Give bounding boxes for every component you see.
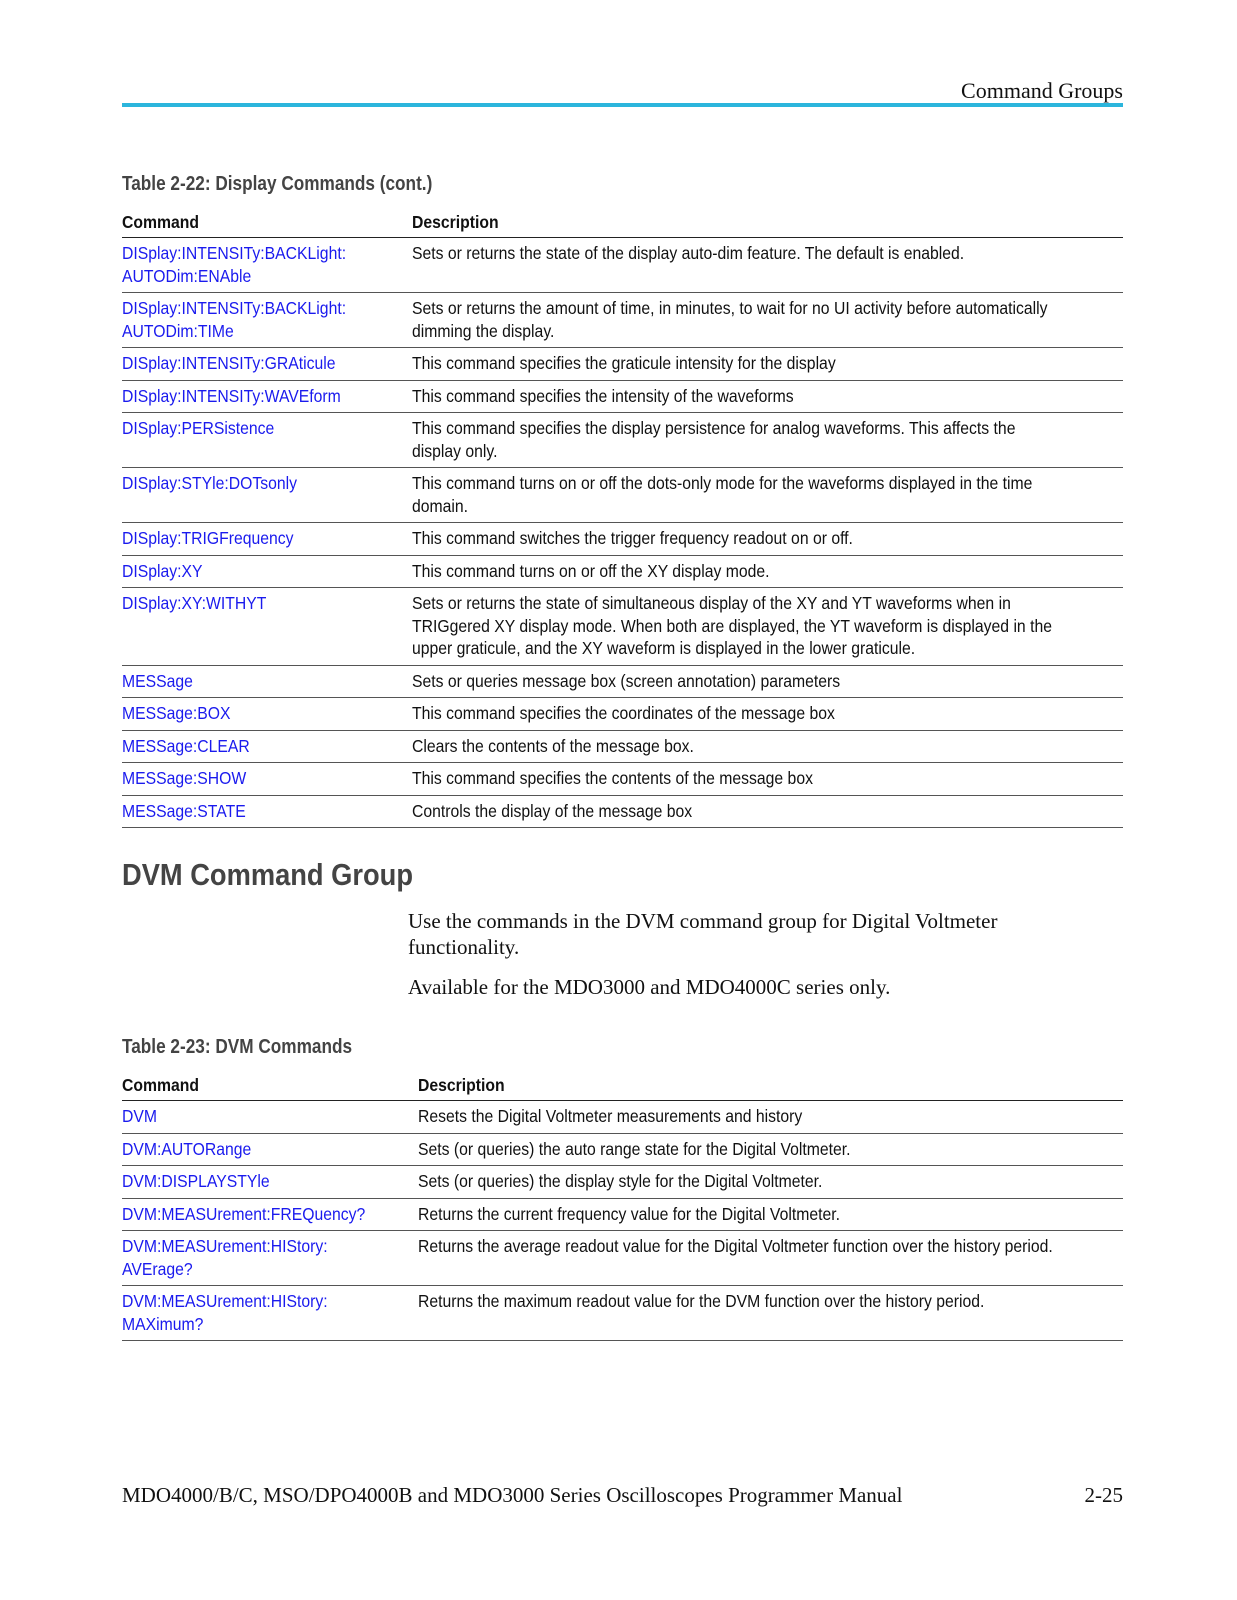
description-text — [418, 1203, 840, 1226]
command-link-line: AVErage? — [122, 1258, 193, 1279]
command-link-line: AUTODim:ENAble — [122, 265, 252, 286]
command-link[interactable] — [122, 800, 246, 823]
description-cell — [412, 380, 1123, 413]
description-cell — [412, 588, 1123, 666]
table-row — [122, 523, 1123, 556]
description-line: Controls the display of the message box — [411, 800, 693, 821]
table-row — [122, 698, 1123, 731]
description-line: Sets or queries message box (screen annotation) parameters — [411, 670, 841, 691]
description-text — [418, 1170, 822, 1193]
command-link[interactable] — [122, 527, 294, 550]
command-link-line: AUTODim:TIMe — [122, 320, 234, 341]
table-row — [122, 588, 1123, 666]
command-link[interactable] — [122, 385, 341, 408]
description-cell — [412, 468, 1123, 523]
command-cell — [122, 348, 412, 381]
description-cell — [412, 730, 1123, 763]
table-row — [122, 293, 1123, 348]
table-row — [122, 413, 1123, 468]
description-line: Returns the average readout value for the Digital Voltmeter function over the history period. — [417, 1236, 1053, 1256]
description-cell — [418, 1101, 1123, 1134]
command-link-line: DVM:MEASUrement:FREQuency? — [122, 1203, 366, 1224]
description-cell — [412, 523, 1123, 556]
description-text — [412, 670, 840, 693]
command-link-line: MESSage — [122, 670, 193, 691]
description-cell — [418, 1231, 1123, 1286]
description-cell — [412, 413, 1123, 468]
table-row — [122, 1101, 1123, 1134]
command-link-line: DVM:MEASUrement:HIStory: — [122, 1236, 328, 1256]
command-cell — [122, 413, 412, 468]
command-link-line: MESSage:CLEAR — [122, 735, 250, 756]
command-cell — [122, 588, 412, 666]
description-text — [412, 702, 835, 725]
command-cell — [122, 1101, 418, 1134]
description-line: dimming the display. — [411, 320, 555, 341]
description-line: Resets the Digital Voltmeter measurements and history — [417, 1106, 803, 1126]
description-line: Sets or returns the state of the display auto-dim feature. The default is enabled. — [411, 243, 965, 263]
table-row — [122, 555, 1123, 588]
command-link[interactable] — [122, 472, 297, 495]
table-row — [122, 1133, 1123, 1166]
command-link[interactable] — [122, 1290, 328, 1335]
description-line: This command specifies the display persistence for analog waveforms. This affects the — [411, 418, 1016, 438]
command-link[interactable] — [122, 242, 346, 287]
command-link-line: DISplay:XY — [122, 560, 203, 581]
command-link-line: DISplay:INTENSITy:BACKLight: — [122, 298, 347, 318]
description-line: This command turns on or off the dots-only mode for the waveforms displayed in the time — [411, 473, 1033, 493]
table-row — [122, 730, 1123, 763]
command-link-line: DISplay:INTENSITy:GRAticule — [122, 353, 336, 373]
description-line: TRIGgered XY display mode. When both are displayed, the YT waveform is displayed in the — [411, 615, 1052, 636]
command-link[interactable] — [122, 297, 346, 342]
command-link[interactable] — [122, 592, 266, 615]
description-text — [412, 297, 1048, 342]
description-line: This command turns on or off the XY display mode. — [411, 560, 770, 581]
command-cell — [122, 1198, 418, 1231]
description-line: This command specifies the graticule intensity for the display — [411, 353, 836, 373]
description-text — [412, 767, 813, 790]
description-cell — [418, 1198, 1123, 1231]
description-line: Sets or returns the amount of time, in minutes, to wait for no UI activity before automatically — [411, 298, 1048, 318]
description-text — [412, 735, 694, 758]
column-header-command: Command — [122, 1075, 418, 1101]
header-rule — [122, 103, 1123, 107]
description-text — [412, 527, 853, 550]
dvm-commands-table — [122, 1075, 1123, 1341]
table-row — [122, 795, 1123, 828]
description-text — [412, 385, 794, 408]
command-link[interactable] — [122, 1235, 328, 1280]
description-line: Sets (or queries) the auto range state for the Digital Voltmeter. — [417, 1138, 851, 1159]
command-link-line: MESSage:STATE — [122, 800, 246, 821]
column-header-description: Description — [418, 1075, 1123, 1101]
column-header-description: Description — [412, 212, 1123, 238]
command-cell — [122, 665, 412, 698]
table-row — [122, 380, 1123, 413]
table-header-row — [122, 1075, 1123, 1101]
description-cell — [418, 1133, 1123, 1166]
command-cell — [122, 1166, 418, 1199]
command-link[interactable] — [122, 1105, 157, 1128]
section-heading: DVM Command Group — [122, 857, 413, 892]
description-text — [412, 242, 964, 265]
command-link-line: DISplay:XY:WITHYT — [122, 593, 267, 613]
command-link-line: DISplay:TRIGFrequency — [122, 528, 294, 548]
description-text — [418, 1290, 984, 1313]
description-cell — [412, 348, 1123, 381]
section-paragraph-intro: Use the commands in the DVM command group for Digital Voltmeter functionality. — [408, 909, 998, 959]
table-row — [122, 348, 1123, 381]
table-row — [122, 1198, 1123, 1231]
display-commands-table — [122, 212, 1123, 828]
command-link[interactable] — [122, 1170, 270, 1193]
description-cell — [412, 698, 1123, 731]
section-paragraph-availability: Available for the MDO3000 and MDO4000C series only. — [408, 975, 891, 999]
description-cell — [418, 1166, 1123, 1199]
description-line: upper graticule, and the XY waveform is displayed in the lower graticule. — [411, 638, 916, 658]
description-cell — [412, 795, 1123, 828]
table1-caption: Table 2-22: Display Commands (cont.) — [122, 173, 433, 195]
command-cell — [122, 698, 412, 731]
command-link[interactable] — [122, 1203, 365, 1226]
command-link[interactable] — [122, 417, 274, 440]
description-line: domain. — [411, 495, 468, 516]
command-link-line: MESSage:SHOW — [122, 768, 247, 788]
description-text — [412, 472, 1032, 517]
description-text — [412, 800, 692, 823]
command-link-line: DVM:AUTORange — [122, 1138, 252, 1159]
description-line: This command switches the trigger frequency readout on or off. — [411, 528, 853, 548]
command-link-line: MESSage:BOX — [122, 703, 231, 723]
description-text — [418, 1235, 1053, 1258]
running-header-title: Command Groups — [961, 78, 1123, 103]
description-line: Sets (or queries) the display style for the Digital Voltmeter. — [417, 1171, 823, 1191]
description-line: Returns the current frequency value for the Digital Voltmeter. — [417, 1203, 840, 1224]
command-cell — [122, 293, 412, 348]
description-line: This command specifies the contents of the message box — [411, 768, 813, 788]
command-cell — [122, 238, 412, 293]
table-row — [122, 468, 1123, 523]
footer-manual-title: MDO4000/B/C, MSO/DPO4000B and MDO3000 Series Oscilloscopes Programmer Manual — [122, 1483, 903, 1507]
command-link-line: DISplay:PERSistence — [122, 418, 275, 438]
command-cell — [122, 1231, 418, 1286]
command-link-line: DISplay:STYle:DOTsonly — [122, 473, 298, 493]
command-link[interactable] — [122, 767, 246, 790]
command-link[interactable] — [122, 1138, 251, 1161]
description-text — [418, 1138, 850, 1161]
command-link[interactable] — [122, 735, 250, 758]
command-link[interactable] — [122, 560, 203, 583]
table-row — [122, 1166, 1123, 1199]
command-cell — [122, 795, 412, 828]
command-cell — [122, 1286, 418, 1341]
command-cell — [122, 763, 412, 796]
description-line: Returns the maximum readout value for the DVM function over the history period. — [417, 1291, 985, 1311]
description-text — [412, 560, 769, 583]
command-cell — [122, 730, 412, 763]
description-cell — [418, 1286, 1123, 1341]
description-cell — [412, 293, 1123, 348]
table-row — [122, 763, 1123, 796]
command-link-line: DVM:MEASUrement:HIStory: — [122, 1291, 328, 1311]
description-text — [412, 592, 1052, 660]
table-row — [122, 1231, 1123, 1286]
command-link[interactable] — [122, 352, 336, 375]
footer-page-number: 2-25 — [1084, 1483, 1123, 1507]
table-row — [122, 238, 1123, 293]
table2-caption: Table 2-23: DVM Commands — [122, 1036, 353, 1058]
description-cell — [412, 763, 1123, 796]
command-link-line: DISplay:INTENSITy:WAVEform — [122, 385, 341, 406]
table-row — [122, 1286, 1123, 1341]
description-text — [418, 1105, 802, 1128]
description-cell — [412, 665, 1123, 698]
command-cell — [122, 555, 412, 588]
command-cell — [122, 1133, 418, 1166]
table-row — [122, 665, 1123, 698]
command-cell — [122, 468, 412, 523]
command-link-line: MAXimum? — [122, 1313, 204, 1334]
command-cell — [122, 380, 412, 413]
command-link-line: DVM — [122, 1106, 158, 1126]
column-header-command: Command — [122, 212, 412, 238]
description-line: This command specifies the intensity of the waveforms — [411, 385, 794, 406]
description-text — [412, 352, 836, 375]
command-link[interactable] — [122, 670, 193, 693]
command-link-line: DISplay:INTENSITy:BACKLight: — [122, 243, 347, 263]
description-cell — [412, 238, 1123, 293]
command-link[interactable] — [122, 702, 231, 725]
description-line: Sets or returns the state of simultaneous display of the XY and YT waveforms when in — [411, 593, 1011, 613]
command-cell — [122, 523, 412, 556]
description-text — [412, 417, 1015, 462]
description-line: This command specifies the coordinates of the message box — [411, 703, 835, 723]
description-cell — [412, 555, 1123, 588]
table-header-row — [122, 212, 1123, 238]
description-line: display only. — [411, 440, 498, 461]
command-link-line: DVM:DISPLAYSTYle — [122, 1171, 270, 1191]
description-line: Clears the contents of the message box. — [411, 735, 694, 756]
